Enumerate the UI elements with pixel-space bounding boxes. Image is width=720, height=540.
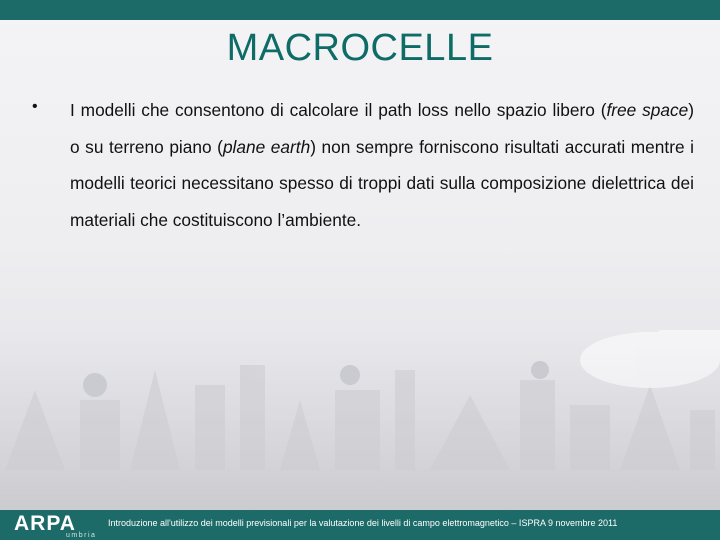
- bullet-text-part1: I modelli che consentono di calcolare il path loss nello spazio libero (: [70, 100, 607, 120]
- bullet-text-free-space: free space: [606, 100, 689, 120]
- top-bar: [0, 0, 720, 20]
- background-watermark-illustration: [0, 330, 720, 510]
- footer-caption: Introduzione all'utilizzo dei modelli previsionali per la valutazione dei livelli di campo elettromagnetico – ISPRA 9 novembre 2011: [108, 518, 618, 528]
- logo-subtext: umbria: [66, 532, 97, 539]
- arpa-logo: [14, 512, 104, 540]
- bullet-text-part3: ) non sempre forniscono risultati accurati mentre i modelli teorici necessitano spesso di troppi dati sulla composizione dielettrica dei materiali che costituiscono l’ambiente.: [70, 136, 694, 230]
- bullet-text: [70, 92, 694, 238]
- logo-text: ARPA: [14, 512, 76, 535]
- bullet-icon: •: [32, 98, 38, 115]
- bullet-item: [32, 92, 694, 238]
- slide-title: MACROCELLE: [226, 27, 494, 69]
- bullet-text-plane-earth: plane earth: [222, 136, 311, 157]
- bullet-text-part2: ) o su terreno piano (: [70, 100, 694, 157]
